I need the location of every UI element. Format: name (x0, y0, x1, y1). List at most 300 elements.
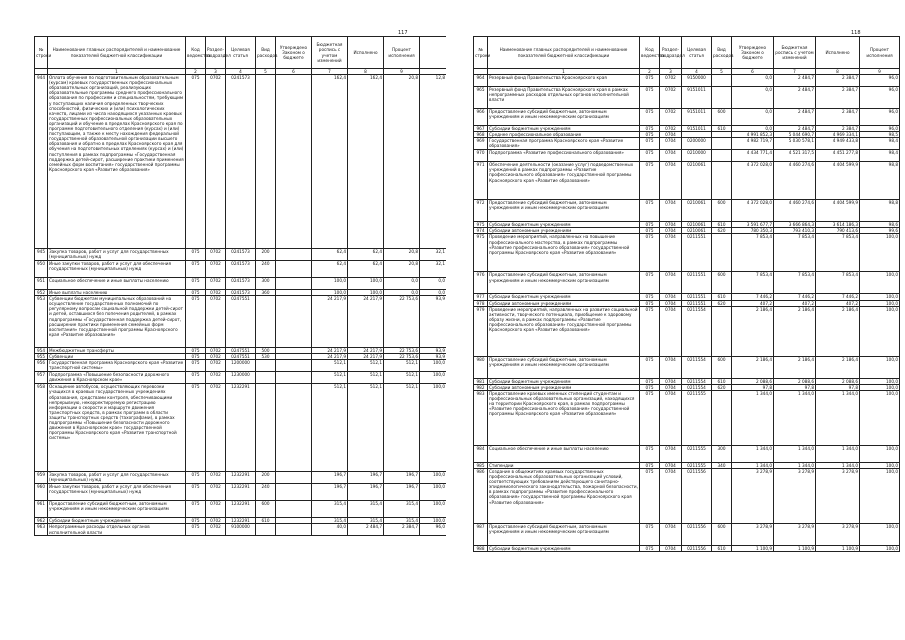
cell-pct2: 100,0 (420, 472, 447, 484)
cell-executed: 24 217,9 (348, 348, 384, 354)
cell-no: 988 (474, 545, 488, 551)
table-row (35, 372, 447, 384)
cell-rz: 0702 (660, 109, 682, 126)
cell-no: 951 (35, 278, 48, 290)
cell-executed: 1 344,0 (816, 445, 860, 462)
cell-executed: 4 969 334,1 (816, 132, 860, 138)
cell-name: Субсидии бюджетным учреждениям (488, 126, 640, 132)
cell-no: 981 (474, 378, 488, 384)
cell-vr: 340 (712, 462, 732, 468)
cell-cs: 1232291 (226, 472, 256, 484)
cell-executed: 315,4 (348, 518, 384, 524)
cell-name: Субсидии бюджетным учреждениям (488, 222, 640, 228)
cell-cs: 1232291 (226, 484, 256, 501)
cell-approved (276, 360, 312, 372)
cell-rz: 0704 (660, 356, 682, 378)
cell-name: Субсидии бюджетным учреждениям (488, 545, 640, 551)
cell-ved: 075 (640, 545, 660, 551)
right-page (453, 0, 905, 640)
cell-roster: 512,1 (312, 372, 348, 384)
cell-name: Межбюджетные трансферты (48, 348, 186, 354)
cell-name: Субсидии бюджетным учреждениям (488, 294, 640, 300)
cell-executed: 24 217,9 (348, 296, 384, 348)
cell-cs: 0200000 (682, 138, 712, 150)
cell-approved (276, 249, 312, 261)
cell-vr (712, 75, 732, 87)
cell-ved: 075 (640, 138, 660, 150)
cell-no: 974 (474, 228, 488, 234)
cell-roster: 3 666 864,3 (774, 222, 816, 228)
cell-percent: 0,0 (384, 278, 420, 290)
cell-roster: 2 484,7 (774, 87, 816, 109)
cell-roster: 40,0 (312, 524, 348, 536)
cell-cs: 0211551 (682, 300, 712, 306)
cell-ved: 075 (640, 468, 660, 523)
column-header: Наименование главных распорядителей и наименование показателей бюджетной классификации (48, 37, 186, 69)
cell-executed: 4 404 599,9 (816, 162, 860, 200)
cell-percent: 100,0 (860, 462, 900, 468)
cell-ved: 075 (640, 222, 660, 228)
cell-rz: 0704 (660, 545, 682, 551)
cell-pct2: 32,1 (420, 261, 447, 278)
budget-table-right (473, 36, 900, 552)
cell-ved: 075 (186, 518, 206, 524)
cell-percent: 196,7 (384, 472, 420, 484)
column-number: 4 (682, 69, 712, 75)
cell-vr: 360 (256, 290, 276, 296)
cell-roster: 4 460 274,6 (774, 162, 816, 200)
cell-name: Непрограммные расходы отдельных органов исполнительной власти (48, 524, 186, 536)
cell-cs: 9151011 (682, 87, 712, 109)
cell-vr: 200 (256, 249, 276, 261)
cell-executed: 100,0 (348, 278, 384, 290)
cell-cs: 0247551 (226, 348, 256, 354)
cell-name: Субсидии бюджетным учреждениям (488, 378, 640, 384)
cell-rz: 0704 (660, 150, 682, 162)
cell-roster: 2 088,6 (774, 378, 816, 384)
cell-cs: 0211551 (682, 234, 712, 272)
cell-percent: 98,4 (860, 150, 900, 162)
cell-approved (276, 384, 312, 472)
cell-rz: 0702 (206, 296, 226, 348)
cell-no: 975 (474, 222, 488, 228)
cell-ved: 075 (186, 372, 206, 384)
cell-executed: 97,8 (816, 384, 860, 390)
table-row (35, 278, 447, 290)
cell-percent: 100,0 (860, 390, 900, 445)
cell-percent: 100,0 (860, 545, 900, 551)
cell-ved: 075 (186, 75, 206, 249)
cell-ved: 075 (640, 132, 660, 138)
cell-rz: 0704 (660, 294, 682, 300)
cell-rz: 0704 (660, 462, 682, 468)
cell-approved (276, 472, 312, 484)
cell-name: Субвенции бюджетам муниципальных образований на осуществление государственных полномочий по регулярному вопросам социальной поддержки детей-сирот и детей, оставшихся без попечения родителей, в рамках подпрограммы «Государственная поддержка детей-сирот, расширение практики применения семейных форм воспитания» государственной программы Красноярского края «Развитие образования» (48, 296, 186, 348)
cell-approved: 1 344,0 (732, 445, 774, 462)
cell-roster: 196,7 (312, 484, 348, 501)
cell-cs: 1200000 (226, 360, 256, 372)
cell-vr: 600 (712, 356, 732, 378)
cell-ved: 075 (640, 300, 660, 306)
cell-approved: 2 186,4 (732, 306, 774, 356)
cell-roster: 62,4 (312, 261, 348, 278)
cell-executed: 2 186,4 (816, 356, 860, 378)
cell-rz: 0704 (660, 306, 682, 356)
cell-cs: 0210061 (682, 222, 712, 228)
cell-pct2: 93,9 (420, 348, 447, 354)
cell-approved: 1 344,0 (732, 390, 774, 445)
cell-roster: 1 344,0 (774, 390, 816, 445)
table-row (474, 356, 900, 378)
cell-ved: 075 (640, 306, 660, 356)
cell-name: Субсидии бюджетным учреждениям (48, 518, 186, 524)
cell-rz: 0702 (206, 278, 226, 290)
cell-no: 972 (474, 200, 488, 222)
cell-no: 970 (474, 150, 488, 162)
table-row (474, 545, 900, 551)
cell-approved: 1 100,9 (732, 545, 774, 551)
cell-approved: 407,2 (732, 300, 774, 306)
cell-ved: 075 (186, 278, 206, 290)
cell-cs: 1232291 (226, 384, 256, 472)
cell-ved: 075 (640, 390, 660, 445)
table-row (474, 109, 900, 126)
cell-cs: 0247551 (226, 296, 256, 348)
cell-roster: 1 100,9 (774, 545, 816, 551)
cell-name: Иные закупки товаров, работ и услуг для обеспечения государственных (муниципальных) нужд (48, 261, 186, 278)
cell-cs: 0211555 (682, 390, 712, 445)
cell-approved (276, 261, 312, 278)
cell-ved: 075 (186, 261, 206, 278)
cell-vr: 600 (712, 109, 732, 126)
cell-vr: 610 (712, 545, 732, 551)
cell-percent: 98,4 (860, 138, 900, 150)
column-number: 8 (348, 69, 384, 75)
cell-ved: 075 (186, 384, 206, 472)
cell-rz: 0702 (206, 524, 226, 536)
cell-rz: 0702 (660, 87, 682, 109)
cell-pct2: 100,0 (420, 372, 447, 384)
cell-name: Резервный фонд Правительства Красноярского края (488, 75, 640, 87)
cell-roster: 407,2 (774, 300, 816, 306)
cell-executed: 4 404 599,9 (816, 200, 860, 222)
cell-vr: 620 (712, 384, 732, 390)
cell-no: 984 (474, 445, 488, 462)
cell-rz: 0704 (660, 138, 682, 150)
column-header: Процент исполнения (384, 37, 420, 69)
cell-cs: 0211554 (682, 378, 712, 384)
cell-percent: 512,1 (384, 372, 420, 384)
cell-percent: 96,0 (860, 87, 900, 109)
cell-roster: 2 484,7 (774, 126, 816, 132)
cell-rz: 0704 (660, 272, 682, 294)
cell-executed: 100,0 (348, 290, 384, 296)
cell-no: 958 (35, 384, 48, 472)
cell-roster: 62,4 (312, 249, 348, 261)
column-header: Процент исполнения (860, 37, 900, 69)
cell-no: 954 (35, 348, 48, 354)
cell-percent: 96,0 (860, 126, 900, 132)
cell-pct2: 96,0 (420, 524, 447, 536)
cell-name: Иные закупки товаров, работ и услуг для обеспечения государственных (муниципальных) нужд (48, 484, 186, 501)
cell-roster: 100,0 (312, 278, 348, 290)
cell-rz: 0702 (206, 484, 226, 501)
cell-ved: 075 (640, 75, 660, 87)
cell-name: Оснащение автобусов, осуществляющих перевозки учащихся в краевых государственных учреждениях образования, средствами контроля, обеспечивающими непрерывную, некорректируемую регистрацию информации о скорости и маршруте движения транспортных средств, в рамках программ в области защиты транспортных средств (тахографами), в рамках подпрограммы «Повышение безопасности дорожного движения в Красноярском крае» государственной программы Красноярского края «Развитие транспортной системы» (48, 384, 186, 472)
table-row (474, 222, 900, 228)
column-number: 1 (48, 69, 186, 75)
cell-rz: 0702 (206, 261, 226, 278)
cell-no: 960 (35, 484, 48, 501)
cell-name: Предоставление субсидий бюджетным, автономным учреждениям и иным некоммерческим организациям (48, 501, 186, 518)
cell-ved: 075 (186, 348, 206, 354)
cell-executed: 3 278,9 (816, 468, 860, 523)
cell-roster: 97,8 (774, 384, 816, 390)
cell-executed: 512,1 (348, 360, 384, 372)
cell-rz: 0704 (660, 384, 682, 390)
cell-percent: 98,6 (860, 222, 900, 228)
cell-executed: 407,2 (816, 300, 860, 306)
cell-executed: 2 384,7 (816, 75, 860, 87)
cell-name: Среднее профессиональное образование (488, 132, 640, 138)
cell-ved: 075 (640, 462, 660, 468)
column-header: Утверждено Законом о бюджете (732, 37, 774, 69)
cell-executed: 1 100,9 (816, 545, 860, 551)
table-row (35, 501, 447, 518)
column-number: 7 (774, 69, 816, 75)
cell-percent: 512,1 (384, 384, 420, 472)
cell-cs: 0241573 (226, 278, 256, 290)
cell-cs: 0211555 (682, 462, 712, 468)
cell-rz: 0704 (660, 300, 682, 306)
table-row (474, 445, 900, 462)
cell-percent: 100,0 (860, 300, 900, 306)
cell-no: 968 (474, 132, 488, 138)
cell-vr: 600 (712, 272, 732, 294)
cell-roster: 5 044 690,7 (774, 132, 816, 138)
cell-name: Стипендии (488, 462, 640, 468)
cell-vr (712, 468, 732, 523)
cell-no: 975 (474, 234, 488, 272)
cell-cs: 0211554 (682, 384, 712, 390)
cell-name: Проведение мероприятий, направленных на повышение профессионального мастерства, в рамках подпрограммы «Развитие профессионального образования» государственной программы Красноярского края «Развитие образования» (488, 234, 640, 272)
cell-cs: 0241573 (226, 75, 256, 249)
cell-percent: 315,4 (384, 501, 420, 518)
cell-executed: 2 384,7 (816, 109, 860, 126)
cell-ved: 075 (640, 272, 660, 294)
cell-approved: 4 982 719,7 (732, 138, 774, 150)
cell-roster: 512,1 (312, 360, 348, 372)
cell-roster: 4 460 274,6 (774, 200, 816, 222)
cell-rz: 0704 (660, 445, 682, 462)
cell-approved: 0,0 (732, 109, 774, 126)
table-row (474, 234, 900, 272)
column-number: 5 (712, 69, 732, 75)
cell-vr (256, 372, 276, 384)
column-header: № строки (474, 37, 488, 69)
cell-cs: 9150000 (682, 75, 712, 87)
cell-percent: 0,0 (384, 290, 420, 296)
cell-vr: 610 (256, 518, 276, 524)
cell-rz: 0702 (660, 75, 682, 87)
cell-pct2: 100,0 (420, 518, 447, 524)
cell-vr: 620 (712, 228, 732, 234)
cell-no: 987 (474, 523, 488, 545)
cell-executed: 196,7 (348, 484, 384, 501)
column-number: 6 (732, 69, 774, 75)
cell-approved (276, 484, 312, 501)
cell-approved: 4 434 771,4 (732, 150, 774, 162)
cell-cs: 0241573 (226, 261, 256, 278)
cell-vr: 610 (712, 126, 732, 132)
cell-executed: 4 451 277,8 (816, 150, 860, 162)
cell-percent: 100,0 (860, 234, 900, 272)
cell-rz: 0702 (206, 249, 226, 261)
cell-no: 945 (35, 249, 48, 261)
cell-approved: 0,0 (732, 75, 774, 87)
cell-no: 957 (35, 372, 48, 384)
column-header: Исполнено (816, 37, 860, 69)
cell-percent: 96,0 (860, 75, 900, 87)
cell-rz: 0704 (660, 378, 682, 384)
cell-percent: 99,6 (860, 228, 900, 234)
table-row (474, 523, 900, 545)
cell-executed: 2 186,4 (816, 306, 860, 356)
cell-rz: 0702 (206, 518, 226, 524)
cell-cs: 1230000 (226, 372, 256, 384)
cell-percent: 100,0 (860, 378, 900, 384)
cell-roster: 24 217,9 (312, 354, 348, 360)
table-row (35, 384, 447, 472)
cell-cs: 1232291 (226, 501, 256, 518)
column-header: Код ведомства (186, 37, 206, 69)
cell-executed: 512,1 (348, 384, 384, 472)
cell-name: Создание в общежитиях краевых государственных профессиональных образовательных организаций условий, соответствующих требованиям действующего санитарно-эпидемиологического законодательства, пожарной безопасности, в рамках подпрограммы «Развитие профессионального образования» государственной программы Красноярского края «Развитие образования» (488, 468, 640, 523)
cell-cs: 9151011 (682, 109, 712, 126)
cell-pct2: 0,0 (420, 278, 447, 290)
cell-approved: 1 344,0 (732, 462, 774, 468)
column-header: Бюджетная роспись с учетом изменений (312, 37, 348, 69)
cell-approved (276, 75, 312, 249)
cell-name: Закупка товаров, работ и услуг для государственных (муниципальных) нужд (48, 472, 186, 484)
cell-no: 967 (474, 126, 488, 132)
cell-cs: 0211555 (682, 445, 712, 462)
column-header: Бюджетная роспись с учетом изменений (774, 37, 816, 69)
cell-cs: 0211551 (682, 272, 712, 294)
cell-name: Подпрограмма «Повышение безопасности дорожного движения в Красноярском крае» (48, 372, 186, 384)
cell-percent: 22 753,6 (384, 296, 420, 348)
cell-name: Субвенции (48, 354, 186, 360)
cell-rz: 0704 (660, 234, 682, 272)
cell-rz: 0702 (206, 75, 226, 249)
cell-ved: 075 (640, 378, 660, 384)
cell-executed: 62,4 (348, 249, 384, 261)
cell-percent: 512,1 (384, 360, 420, 372)
cell-vr (712, 306, 732, 356)
cell-vr: 600 (712, 523, 732, 545)
cell-cs: 9151011 (682, 126, 712, 132)
cell-rz: 0702 (206, 501, 226, 518)
table-row (35, 75, 447, 249)
cell-no: 976 (474, 272, 488, 294)
cell-approved: 3 278,9 (732, 523, 774, 545)
cell-executed: 1 344,0 (816, 462, 860, 468)
cell-vr: 600 (256, 501, 276, 518)
cell-approved: 2 088,6 (732, 378, 774, 384)
cell-percent: 100,0 (860, 384, 900, 390)
cell-no: 978 (474, 300, 488, 306)
cell-name: Предоставление субсидий бюджетным, автономным учреждениям и иным некоммерческим организациям (488, 109, 640, 126)
cell-roster: 24 217,9 (312, 296, 348, 348)
cell-name: Социальное обеспечение и иные выплаты населению (488, 445, 640, 462)
cell-no: 956 (35, 360, 48, 372)
column-number: 8 (816, 69, 860, 75)
cell-approved: 780 350,3 (732, 228, 774, 234)
cell-ved: 075 (640, 87, 660, 109)
cell-vr: 500 (256, 348, 276, 354)
cell-name: Подпрограмма «Развитие профессионального образования» (488, 150, 640, 162)
cell-cs: 0241573 (226, 290, 256, 296)
cell-cs: 0210061 (682, 162, 712, 200)
cell-rz: 0702 (206, 290, 226, 296)
cell-name: Предоставление субсидий бюджетным, автономным учреждениям и иным некоммерческим организациям (488, 272, 640, 294)
cell-name: Резервный фонд Правительства Красноярского края в рамках непрограммных расходов отдельных органов исполнительной власти (488, 87, 640, 109)
cell-vr: 610 (712, 222, 732, 228)
cell-cs: 0211556 (682, 468, 712, 523)
cell-executed: 2 384,7 (816, 126, 860, 132)
cell-name: Иные выплаты населению (48, 290, 186, 296)
cell-rz: 0704 (660, 222, 682, 228)
cell-ved: 075 (640, 356, 660, 378)
cell-vr (256, 75, 276, 249)
cell-name: Субсидии автономным учреждениям (488, 300, 640, 306)
table-row (35, 360, 447, 372)
cell-ved: 075 (640, 445, 660, 462)
column-header: Исполнено (348, 37, 384, 69)
cell-percent: 20,8 (384, 261, 420, 278)
cell-executed: 2 088,6 (816, 378, 860, 384)
cell-executed: 7 446,2 (816, 294, 860, 300)
cell-no: 980 (474, 356, 488, 378)
column-number: 9 (860, 69, 900, 75)
cell-no: 955 (35, 354, 48, 360)
cell-rz: 0704 (660, 200, 682, 222)
cell-cs: 0211554 (682, 356, 712, 378)
cell-ved: 075 (186, 360, 206, 372)
table-row (474, 150, 900, 162)
cell-no: 964 (474, 75, 488, 87)
column-number: 7 (312, 69, 348, 75)
column-header: Раздел-подраздел (206, 37, 226, 69)
cell-name: Закупка товаров, работ и услуг для государственных (муниципальных) нужд (48, 249, 186, 261)
cell-rz: 0704 (660, 228, 682, 234)
cell-roster: 2 186,4 (774, 356, 816, 378)
cell-no: 962 (35, 518, 48, 524)
column-header-extra (420, 37, 447, 69)
cell-percent: 315,4 (384, 518, 420, 524)
cell-roster: 24 217,9 (312, 348, 348, 354)
cell-approved: 3 278,9 (732, 468, 774, 523)
column-number: 4 (226, 69, 256, 75)
cell-name: Обеспечение деятельности (оказание услуг) подведомственных учреждений в рамках подпрограммы «Развитие профессионального образования» государственной программы Красноярского края «Развитие образования» (488, 162, 640, 200)
column-number: 6 (276, 69, 312, 75)
cell-cs: 1232291 (226, 518, 256, 524)
cell-rz: 0702 (206, 384, 226, 472)
cell-vr (712, 150, 732, 162)
cell-vr (256, 360, 276, 372)
cell-approved: 0,0 (732, 126, 774, 132)
cell-vr (256, 524, 276, 536)
